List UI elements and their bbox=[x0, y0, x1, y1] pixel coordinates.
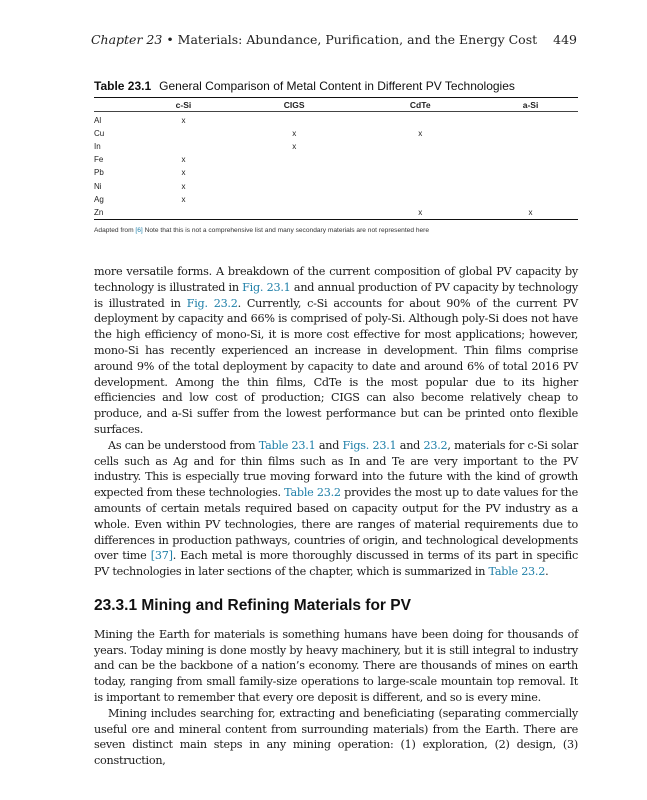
text-run: provides the most up to date values for the amounts of certain metals required based on capacity output for the PV industry as a whole. Even within PV technologies, there are ranges of material requirements due to differences in production pathways, countries of origin, and technological developments over time bbox=[94, 486, 578, 563]
table-cell bbox=[483, 193, 578, 206]
running-header bbox=[91, 32, 577, 47]
table-footnote bbox=[94, 227, 578, 234]
chapter-title: Materials: Abundance, Purification, and the Energy Cost bbox=[177, 32, 538, 47]
text-run: more versatile forms. A breakdown of the current composition of global PV capacity by technology is illustrated in bbox=[94, 265, 578, 294]
text-run: , materials for c-Si solar cells such as Ag and for thin films such as In and Te are very important to the PV industry. This is especially true moving forward into the future with the kind of growth expected from these technologies. bbox=[94, 438, 578, 500]
table-cell bbox=[483, 153, 578, 166]
table-cell: x bbox=[292, 142, 297, 152]
metal-content-table-block bbox=[94, 79, 578, 234]
table-cell bbox=[483, 166, 578, 179]
text-run: and bbox=[315, 438, 343, 452]
text-run: As can be understood from bbox=[108, 438, 259, 452]
paragraph-mining-history: Mining the Earth for materials is something humans have been doing for thousands of years. Today mining is done mostly by heavy machinery, but it is still integral to industry and can be the backbone of a nation’s economy. There are thousands of mines on earth today, ranging from small family-size operations to large-scale mountain top removal. It is important to remember that every ore deposit is different, and so is every mine. bbox=[94, 627, 578, 704]
table-cell: x bbox=[528, 207, 533, 217]
row-label: Ag bbox=[94, 194, 104, 204]
col-header-c-si: c-Si bbox=[136, 98, 231, 112]
row-label: Cu bbox=[94, 129, 105, 139]
header-bullet: • bbox=[166, 32, 174, 47]
note-prefix: Adapted from bbox=[94, 226, 136, 234]
table-cell bbox=[357, 193, 483, 206]
table-23-1-link[interactable]: Table 23.1 bbox=[258, 438, 316, 452]
table-cell bbox=[483, 140, 578, 153]
table-row bbox=[94, 193, 578, 206]
table-cell: x bbox=[418, 129, 423, 139]
metal-content-table bbox=[94, 97, 578, 220]
text-run: and bbox=[396, 438, 424, 452]
table-title: General Comparison of Metal Content in Different PV Technologies bbox=[159, 79, 515, 93]
row-label: In bbox=[94, 142, 101, 152]
table-cell bbox=[483, 127, 578, 140]
note-ref-link[interactable]: [6] bbox=[135, 226, 143, 234]
row-label: Fe bbox=[94, 155, 104, 165]
table-number: Table 23.1 bbox=[94, 79, 152, 93]
table-row bbox=[94, 127, 578, 140]
table-cell bbox=[483, 112, 578, 128]
table-row bbox=[94, 153, 578, 166]
table-cell bbox=[136, 127, 231, 140]
table-cell bbox=[357, 153, 483, 166]
table-cell: x bbox=[418, 207, 423, 217]
paragraph-pv-capacity bbox=[94, 264, 578, 438]
table-row bbox=[94, 166, 578, 179]
table-cell: x bbox=[181, 155, 186, 165]
col-header-cigs: CIGS bbox=[231, 98, 358, 112]
section-heading: 23.3.1 Mining and Refining Materials for PV bbox=[94, 596, 411, 614]
col-header-cdte: CdTe bbox=[357, 98, 483, 112]
table-cell bbox=[231, 166, 358, 179]
table-cell bbox=[231, 206, 358, 220]
text-run: and annual production of PV capacity by technology is illustrated in bbox=[94, 280, 578, 310]
page-number: 449 bbox=[553, 32, 577, 47]
table-cell bbox=[357, 179, 483, 192]
table-cell bbox=[483, 179, 578, 192]
table-cell: x bbox=[181, 194, 186, 204]
table-caption bbox=[94, 79, 578, 93]
row-label: Ni bbox=[94, 181, 102, 191]
table-cell bbox=[357, 140, 483, 153]
table-header-row bbox=[94, 98, 578, 112]
table-cell bbox=[231, 179, 358, 192]
table-row bbox=[94, 179, 578, 192]
table-row bbox=[94, 140, 578, 153]
table-cell bbox=[231, 193, 358, 206]
table-cell: x bbox=[181, 168, 186, 178]
body-text bbox=[94, 264, 578, 769]
col-header-metal bbox=[94, 98, 136, 112]
table-cell: x bbox=[181, 181, 186, 191]
table-cell bbox=[357, 166, 483, 179]
paragraph-materials-importance bbox=[94, 438, 578, 580]
table-cell bbox=[231, 112, 358, 128]
paragraph-mining-steps: Mining includes searching for, extracting and beneficiating (separating commercially useful ore and mineral content from surrounding materials) from the Earth. There are seven distinct main steps in any mining operation: (1) exploration, (2) design, (3) construction, bbox=[94, 706, 578, 768]
table-row bbox=[94, 112, 578, 128]
table-cell bbox=[357, 112, 483, 128]
table-cell: x bbox=[181, 116, 186, 126]
table-cell: x bbox=[292, 129, 297, 139]
fig-23-2-ref-link[interactable]: 23.2 bbox=[423, 438, 448, 452]
note-text: Note that this is not a comprehensive list and many secondary materials are not represented here bbox=[142, 226, 430, 234]
row-label: Al bbox=[94, 116, 102, 126]
table-cell bbox=[231, 153, 358, 166]
table-23-2-summary-link[interactable]: Table 23.2 bbox=[488, 565, 546, 579]
text-run: . Each metal is more thoroughly discussed in terms of its part in specific PV technologies in later sections of the chapter, which is summarized in bbox=[94, 549, 578, 579]
figs-23-1-link[interactable]: Figs. 23.1 bbox=[342, 438, 397, 452]
text-run: . Currently, c-Si accounts for about 90% of the current PV deployment by capacity and 66% is comprised of poly-Si. Although poly-Si does not have the high efficiency of mono-Si, it is more cost effective for most applications; however, mono-Si has recently experienced an increase in development. Thin films comprise around 9% of the total deployment by capacity to date and around 6% of total 2016 PV development. Among the thin films, CdTe is the most popular due to its higher efficiencies and low cost of production; CIGS can also become relatively cheap to produce, and a-Si suffer from the lowest performance but can be printed onto flexible surfaces. bbox=[94, 296, 578, 436]
table-row bbox=[94, 206, 578, 220]
chapter-label: Chapter 23 bbox=[90, 32, 163, 47]
ref-37-link[interactable]: [37] bbox=[150, 549, 173, 563]
table-23-2-link[interactable]: Table 23.2 bbox=[284, 486, 341, 500]
fig-23-2-link[interactable]: Fig. 23.2 bbox=[186, 296, 238, 310]
fig-23-1-link[interactable]: Fig. 23.1 bbox=[242, 280, 291, 294]
row-label: Zn bbox=[94, 207, 104, 217]
table-cell bbox=[136, 140, 231, 153]
text-run: . bbox=[545, 565, 549, 579]
col-header-a-si: a-Si bbox=[483, 98, 578, 112]
row-label: Pb bbox=[94, 168, 104, 178]
table-cell bbox=[136, 206, 231, 220]
